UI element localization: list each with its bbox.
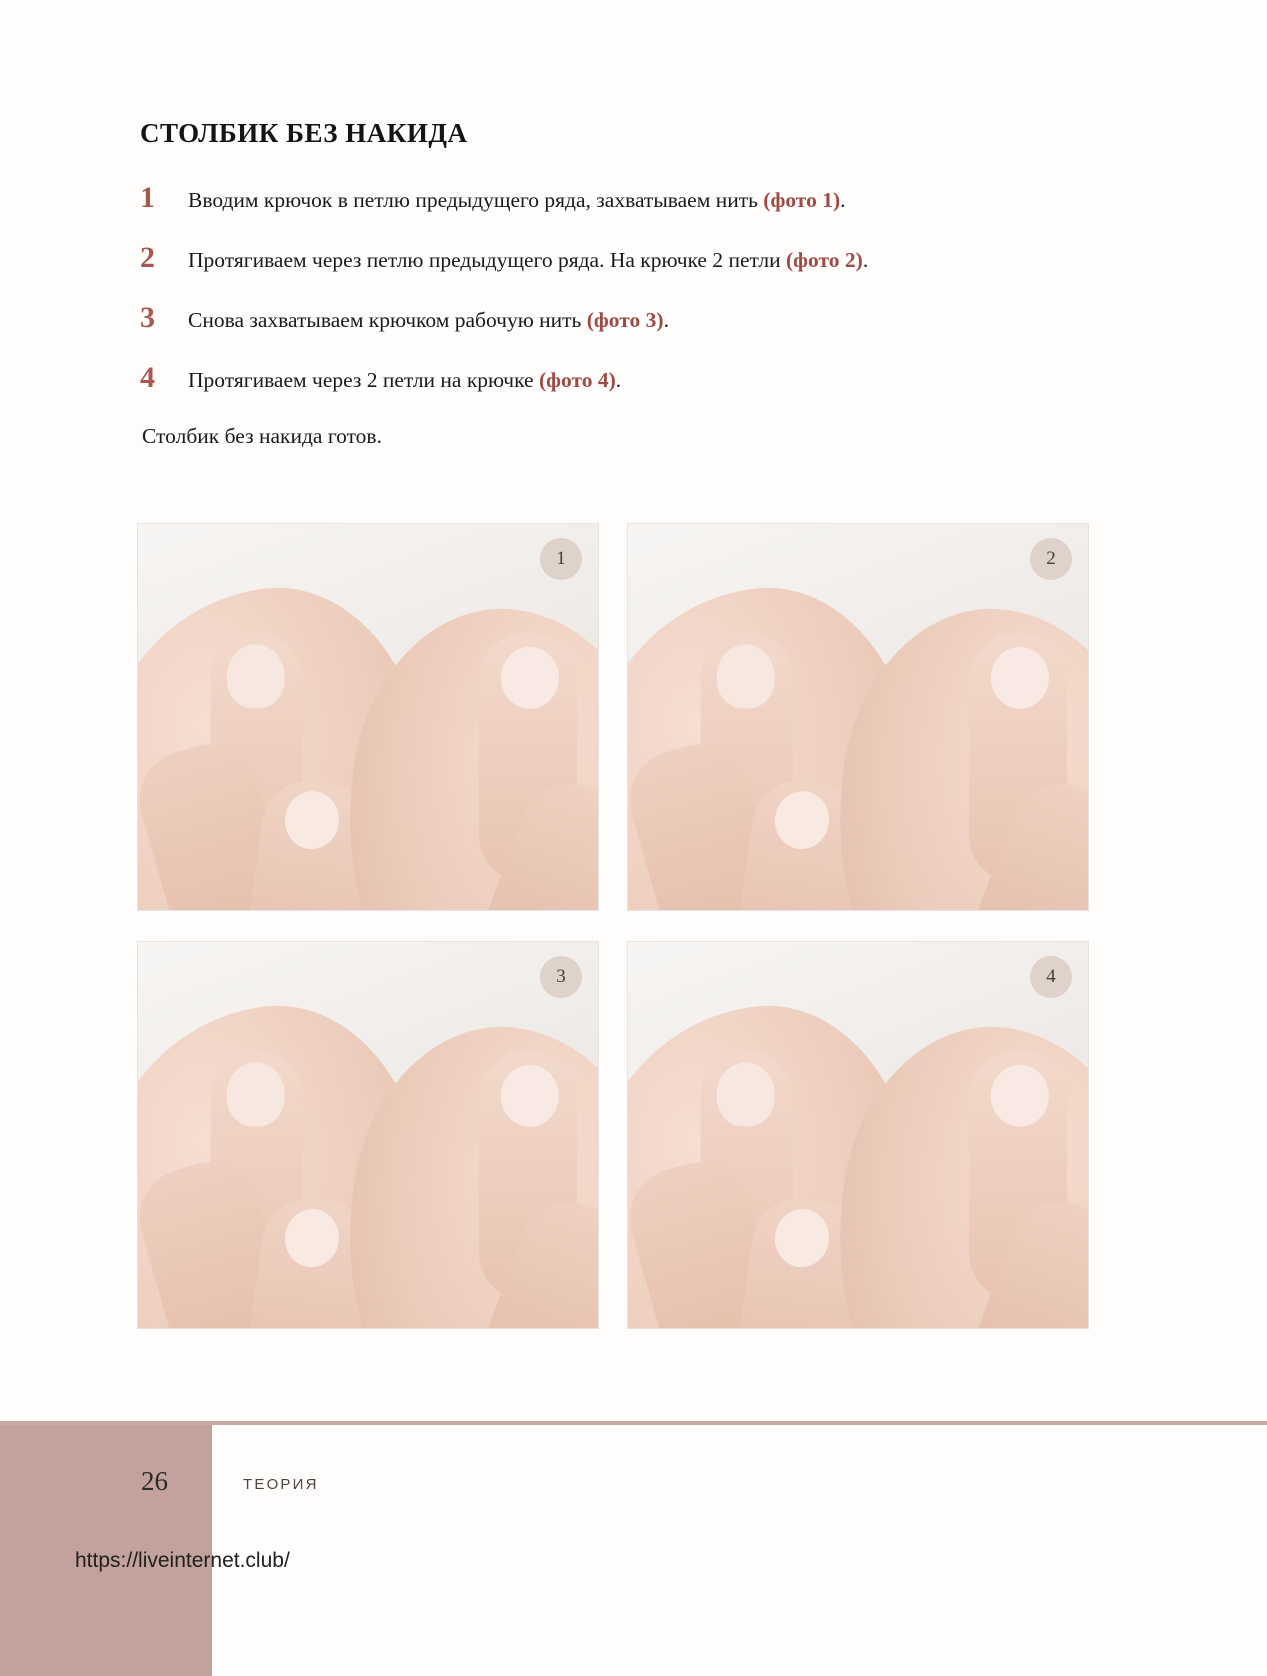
closing-note: Столбик без накида готов. <box>142 423 382 448</box>
photo-grid <box>138 524 1088 1328</box>
photo-number-badge: 4 <box>1030 956 1072 998</box>
photo-reference: (фото 1) <box>763 188 841 212</box>
step-text <box>188 367 621 394</box>
fingernail <box>771 788 833 853</box>
step-text <box>188 307 669 334</box>
step-number: 4 <box>140 360 155 394</box>
photo-reference: (фото 2) <box>786 247 863 272</box>
photo-2 <box>628 524 1088 910</box>
step-number: 1 <box>140 181 155 214</box>
fingernail <box>991 647 1049 709</box>
step-text-main: Протягиваем через петлю предыдущего ряда. На крючке 2 петли <box>188 247 786 272</box>
fingernail <box>227 1062 285 1126</box>
fingernail <box>281 788 343 853</box>
list-item <box>140 183 1100 214</box>
fingernail <box>771 1206 833 1271</box>
page-footer <box>0 1421 1267 1676</box>
photo-reference: (фото 3) <box>586 307 664 332</box>
step-text-tail: . <box>840 188 846 212</box>
step-text-tail: . <box>663 307 669 332</box>
photo-3 <box>138 942 598 1328</box>
photo-reference: (фото 4) <box>538 367 616 392</box>
photo-1 <box>138 524 598 910</box>
photo-number-badge: 1 <box>540 538 582 580</box>
step-text <box>188 187 846 214</box>
fingernail <box>501 647 559 709</box>
fingernail <box>717 644 775 708</box>
photo-number-badge: 3 <box>540 956 582 998</box>
step-text-tail: . <box>615 367 622 392</box>
watermark-url: https://liveinternet.club/ <box>75 1549 290 1572</box>
fingernail <box>281 1206 343 1271</box>
fingernail <box>501 1065 559 1127</box>
photo-number-badge: 2 <box>1030 538 1072 580</box>
step-text-tail: . <box>862 247 869 272</box>
step-text-main: Снова захватываем крючком рабочую нить <box>188 307 587 332</box>
page-number: 26 <box>141 1466 168 1496</box>
fingernail <box>227 644 285 708</box>
fingernail <box>991 1065 1049 1127</box>
photo-4 <box>628 942 1088 1328</box>
step-number: 2 <box>140 240 155 274</box>
fingernail <box>717 1062 775 1126</box>
list-item <box>140 360 1100 394</box>
step-number: 3 <box>140 300 155 334</box>
list-item <box>140 240 1100 274</box>
steps-list <box>140 183 1100 394</box>
list-item <box>140 300 1100 334</box>
instruction-content <box>140 118 1100 470</box>
step-text-main: Вводим крючок в петлю предыдущего ряда, захватываем нить <box>188 188 764 212</box>
page-title: СТОЛБИК БЕЗ НАКИДА <box>140 118 468 148</box>
step-text <box>188 247 868 274</box>
footer-section-label: ТЕОРИЯ <box>243 1476 319 1493</box>
step-text-main: Протягиваем через 2 петли на крючке <box>188 367 539 392</box>
